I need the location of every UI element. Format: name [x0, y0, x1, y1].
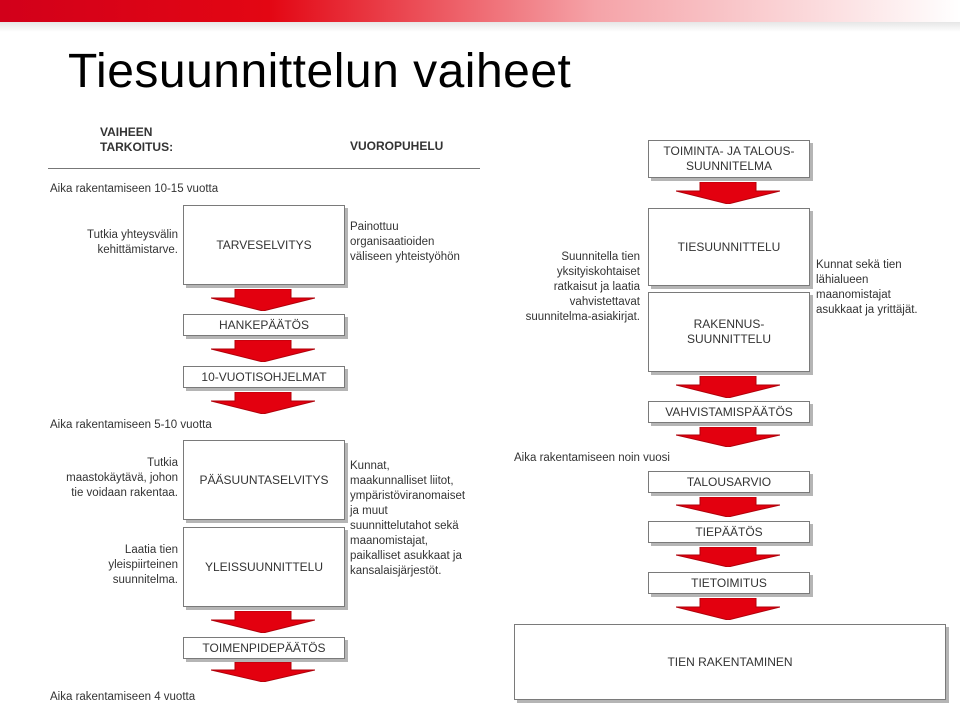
flow-arrow-9 — [676, 497, 780, 517]
phase-label: YLEISSUUNNITTELU — [204, 559, 324, 574]
flow-arrow-10 — [676, 547, 780, 567]
phase-label: RAKENNUS- SUUNNITTELU — [686, 317, 771, 346]
phase-label: TOIMINTA- JA TALOUS- SUUNNITELMA — [663, 144, 795, 173]
phase-label: TALOUSARVIO — [686, 474, 772, 489]
phase-box-tietoimitus — [648, 572, 810, 594]
timeline-label-4: Aika rakentamiseen 4 vuotta — [50, 691, 196, 703]
flow-arrow-3 — [211, 392, 315, 414]
flow-arrow-5 — [211, 662, 315, 682]
phase-box-hankepaatos — [183, 314, 345, 336]
timeline-label-5-10: Aika rakentamiseen 5-10 vuotta — [50, 419, 212, 431]
phase-box-tien-rakentaminen — [514, 624, 946, 700]
slide-title: Tiesuunnittelun vaiheet — [68, 45, 572, 98]
timeline-label-10-15: Aika rakentamiseen 10-15 vuotta — [50, 183, 219, 195]
flow-arrow-4 — [211, 611, 315, 633]
flow-arrow-6 — [676, 182, 780, 204]
timeline-label-noin-vuosi: Aika rakentamiseen noin vuosi — [514, 452, 670, 464]
purpose-text-1: Tutkia yhteysvälin kehittämistarve. — [87, 229, 178, 256]
phase-box-10-vuotisohjelmat — [183, 366, 345, 388]
flow-arrow-1 — [211, 289, 315, 311]
dialogue-text-1: Painottuu organisaatioiden väliseen yhteistyöhön — [350, 221, 460, 263]
phase-label: TIEN RAKENTAMINEN — [667, 654, 793, 669]
phase-label: PÄÄSUUNTASELVITYS — [199, 472, 329, 487]
brand-bar-shade — [0, 22, 960, 32]
flow-arrow-8 — [676, 427, 780, 447]
dialogue-text-2: Kunnat, maakunnalliset liitot, ympäristöviranomaiset ja muut suunnittelutahot sekä maanomistajat, paikalliset asukkaat ja kansalaisjärjestöt. — [350, 460, 466, 577]
brand-bar — [0, 0, 960, 22]
purpose-text-3: Laatia tien yleispiirteinen suunnitelma. — [108, 544, 178, 586]
phase-label: 10-VUOTISOHJELMAT — [201, 369, 327, 384]
flow-arrow-11 — [676, 598, 780, 620]
header-divider — [48, 168, 480, 169]
phase-label: TIESUUNNITTELU — [677, 239, 781, 254]
phase-label: TOIMENPIDEPÄÄTÖS — [202, 640, 326, 655]
phase-label: HANKEPÄÄTÖS — [218, 317, 310, 332]
phase-box-rakennussuunnittelu — [648, 292, 810, 372]
phase-label: TARVESELVITYS — [216, 237, 312, 252]
phase-box-paasuuntaselvitys — [183, 440, 345, 520]
purpose-text-4: Suunnitella tien yksityiskohtaiset ratkaisut ja laatia vahvistettavat suunnitelma-asiakirjat. — [525, 251, 640, 323]
phase-label: TIETOIMITUS — [691, 575, 767, 590]
phase-box-toimenpidepaatos — [183, 637, 345, 659]
purpose-text-2: Tutkia maastokäytävä, johon tie voidaan rakentaa. — [66, 457, 178, 499]
purpose-header: VAIHEEN TARKOITUS: — [100, 125, 174, 154]
phase-box-yleissuunnittelu — [183, 527, 345, 607]
phase-box-talousarvio — [648, 471, 810, 493]
phase-label: TIEPÄÄTÖS — [695, 524, 763, 539]
dialogue-text-3: Kunnat sekä tien lähialueen maanomistajat asukkaat ja yrittäjät. — [816, 259, 918, 316]
phase-label: VAHVISTAMISPÄÄTÖS — [665, 404, 793, 419]
phase-box-toiminta-talous — [648, 140, 810, 178]
phase-box-vahvistamispaatos — [648, 401, 810, 423]
flow-arrow-2 — [211, 340, 315, 362]
phase-box-tarveselvitys — [183, 205, 345, 285]
flow-arrow-7 — [676, 376, 780, 398]
phase-box-tiesuunnittelu — [648, 208, 810, 286]
phase-box-tiepaatos — [648, 521, 810, 543]
dialogue-header: VUOROPUHELU — [350, 139, 444, 153]
